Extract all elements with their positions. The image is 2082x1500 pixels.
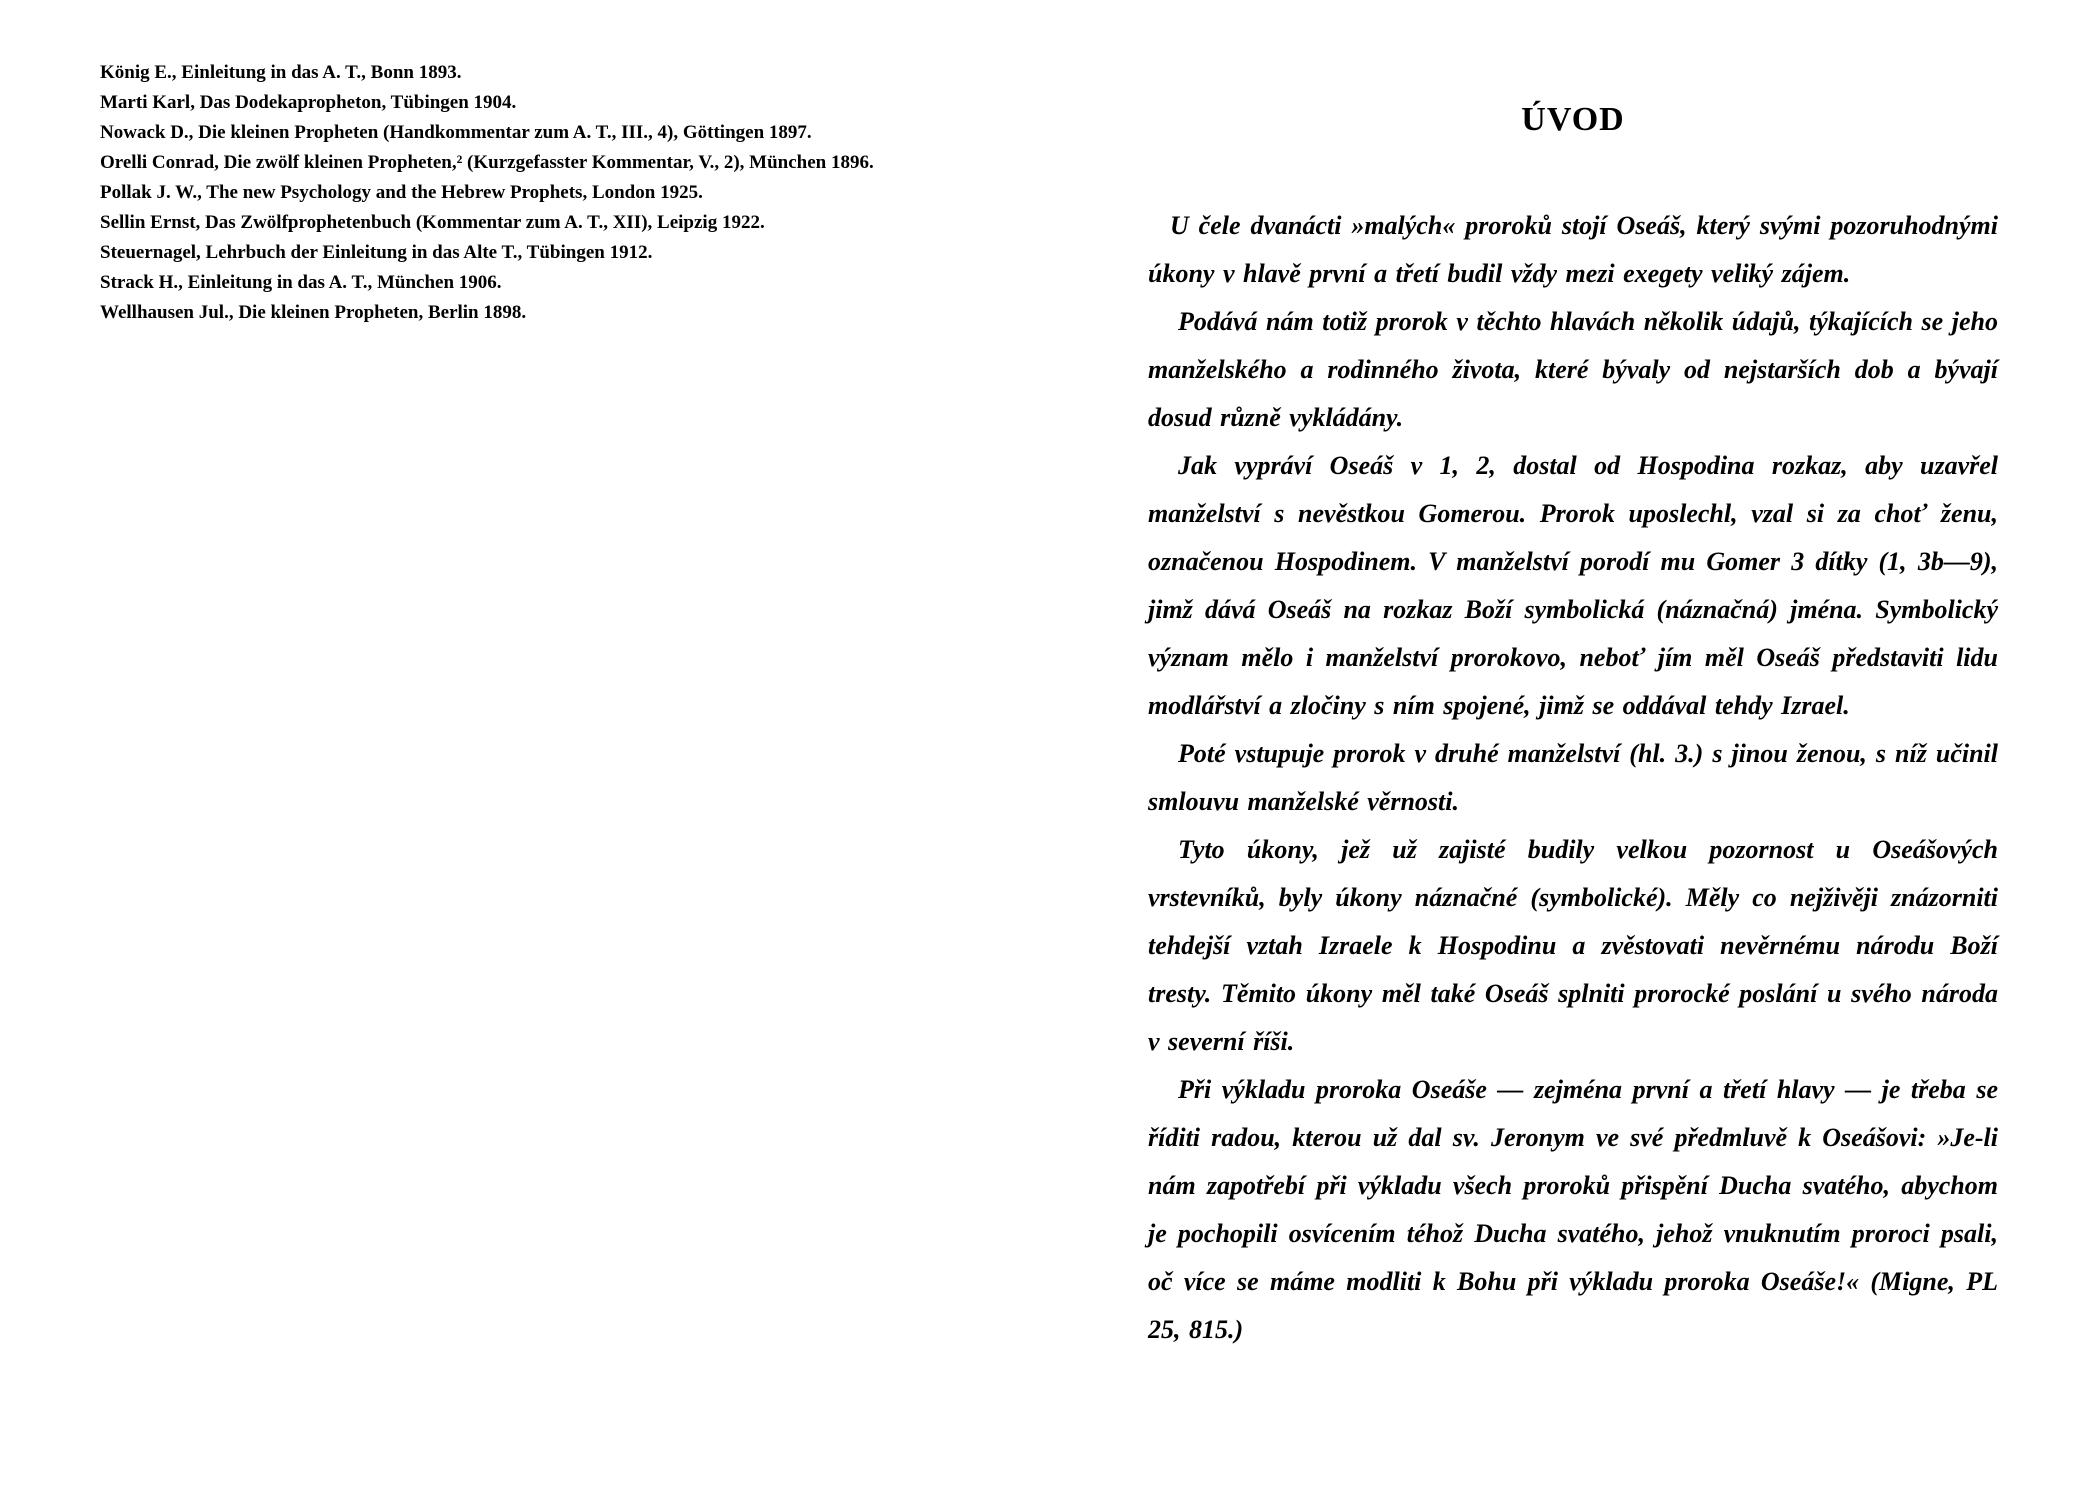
body-paragraph: Při výkladu proroka Oseáše — zejména první a třetí hlavy — je třeba se říditi radou, kterou už dal sv. Jeronym ve své předmluvě k Oseášovi: »Je-li nám zapotřebí při výkladu všech proroků přispění Ducha svatého, abychom je pochopili osvícením téhož Ducha svatého, jehož vnuknutím proroci psali, oč více se máme modliti k Bohu při výkladu proroka Oseáše!« (Migne, PL 25, 815.) — [1148, 1075, 1998, 1344]
body-paragraph: Poté vstupuje prorok v druhé manželství (hl. 3.) s jinou ženou, s níž učinil smlouvu manželské věrnosti. — [1148, 739, 1998, 816]
bibliography-entry: König E., Einleitung in das A. T., Bonn 1893. — [100, 62, 462, 83]
bibliography-entry: Pollak J. W., The new Psychology and the Hebrew Prophets, London 1925. — [100, 182, 703, 203]
bibliography-entry: Steuernagel, Lehrbuch der Einleitung in das Alte T., Tübingen 1912. — [100, 242, 653, 263]
bibliography-entry: Strack H., Einleitung in das A. T., München 1906. — [100, 272, 502, 293]
bibliography-entry: Marti Karl, Das Dodekapropheton, Tübingen 1904. — [100, 92, 517, 113]
bibliography-entry: Orelli Conrad, Die zwölf kleinen Propheten,² (Kurzgefasster Kommentar, V., 2), München 1896. — [100, 152, 874, 173]
body-paragraph: Jak vypráví Oseáš v 1, 2, dostal od Hospodina rozkaz, aby uzavřel manželství s nevěstkou Gomerou. Prorok uposlechl, vzal si za choť ženu, označenou Hospodinem. V manželství porodí mu Gomer 3 dítky (1, 3b—9), jimž dává Oseáš na rozkaz Boží symbolická (náznačná) jména. Symbolický význam mělo i manželství prorokovo, neboť jím měl Oseáš představiti lidu modlářství a zločiny s ním spojené, jimž se oddával tehdy Izrael. — [1148, 451, 1998, 720]
bibliography-entry: Wellhausen Jul., Die kleinen Propheten, Berlin 1898. — [100, 302, 527, 323]
body-paragraph: Tyto úkony, jež už zajisté budily velkou pozornost u Oseášových vrstevníků, byly úkony náznačné (symbolické). Měly co nejživěji znázorniti tehdejší vztah Izraele k Hospodinu a zvěstovati nevěrnému národu Boží tresty. Těmito úkony měl také Oseáš splniti prorocké poslání u svého národa v severní říši. — [1148, 835, 1998, 1056]
right-page-introduction — [1148, 100, 1998, 1354]
bibliography-entry: Nowack D., Die kleinen Propheten (Handkommentar zum A. T., III., 4), Göttingen 1897. — [100, 122, 812, 143]
page-title: ÚVOD — [1521, 101, 1625, 138]
body-paragraph: U čele dvanácti »malých« proroků stojí Oseáš, který svými pozoruhodnými úkony v hlavě první a třetí budil vždy mezi exegety veliký zájem. — [1148, 211, 1998, 288]
body-paragraph: Podává nám totiž prorok v těchto hlavách několik údajů, týkajících se jeho manželského a rodinného života, které bývaly od nejstarších dob a bývají dosud různě vykládány. — [1148, 307, 1998, 432]
bibliography-entry: Sellin Ernst, Das Zwölfprophetenbuch (Kommentar zum A. T., XII), Leipzig 1922. — [100, 212, 765, 233]
left-page-bibliography — [100, 58, 960, 328]
